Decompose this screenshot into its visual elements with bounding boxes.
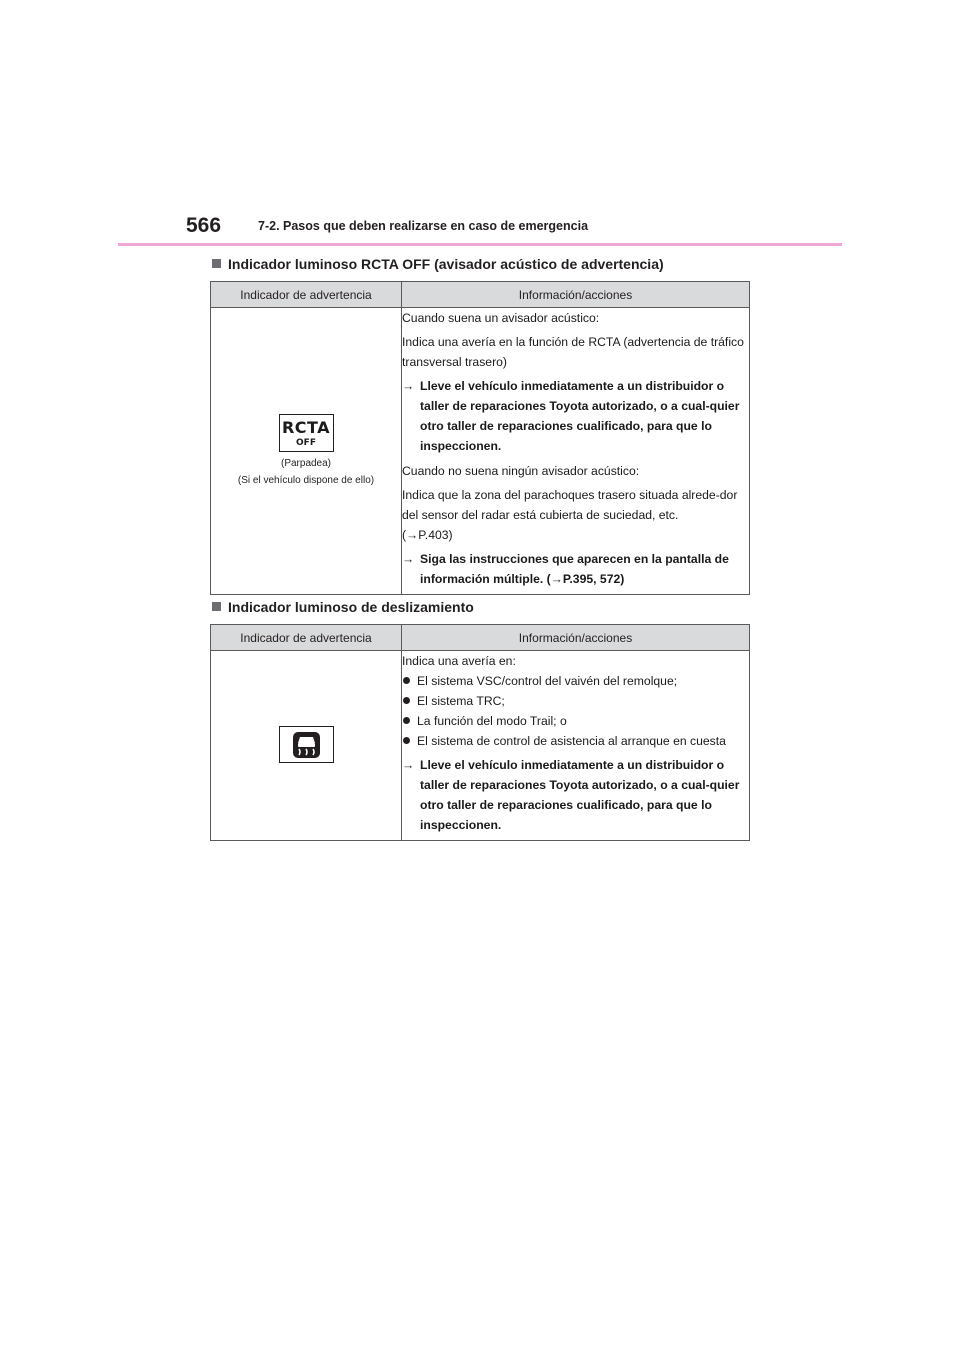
rcta-off-icon: RCTA OFF [279, 414, 334, 452]
list-item: El sistema VSC/control del vaivén del remolque; [402, 671, 749, 691]
indicator-caption-if-equipped: (Si el vehículo dispone de ello) [237, 474, 375, 486]
action-item: → Siga las instrucciones que aparecen en la pantalla de información múltiple. (→P.395, 572) [402, 549, 749, 589]
bullet-icon [403, 717, 410, 724]
heading-square-icon [212, 259, 221, 268]
action-item: → Lleve el vehículo inmediatamente a un distribuidor o taller de reparaciones Toyota autorizado, o a cual-quier otro taller de reparaciones cualificado, para que lo inspeccionen. [402, 755, 749, 835]
slip-indicator-icon [279, 726, 334, 763]
chapter-title: 7-2. Pasos que deben realizarse en caso de emergencia [258, 219, 589, 233]
info-text: Cuando no suena ningún avisador acústico: [402, 464, 640, 478]
arrow-icon: → [402, 379, 415, 393]
info-text: Indica una avería en: [402, 654, 516, 668]
page-reference: (→P.403) [402, 528, 453, 542]
info-cell [402, 651, 750, 841]
info-text: Cuando suena un avisador acústico: [402, 311, 600, 325]
heading-square-icon [212, 602, 221, 611]
info-text: Indica que la zona del parachoques trasero situada alrede-dor del sensor del radar está cubierta de suciedad, etc. [402, 488, 738, 522]
arrow-icon: → [402, 758, 415, 772]
column-header-indicator: Indicador de advertencia [211, 282, 402, 308]
action-item: → Lleve el vehículo inmediatamente a un distribuidor o taller de reparaciones Toyota autorizado, o a cual-quier otro taller de reparaciones cualificado, para que lo inspeccionen. [402, 376, 749, 456]
slip-table [210, 624, 750, 841]
section-heading-rcta: Indicador luminoso RCTA OFF (avisador acústico de advertencia) [212, 256, 664, 272]
page-number: 566 [186, 214, 222, 237]
list-item: El sistema TRC; [402, 691, 749, 711]
rcta-table [210, 281, 750, 595]
indicator-caption-blinks: (Parpadea) [280, 457, 332, 469]
column-header-info: Información/acciones [402, 625, 750, 651]
list-item: El sistema de control de asistencia al arranque en cuesta [402, 731, 749, 751]
bullet-icon [403, 737, 410, 744]
section-heading-slip: Indicador luminoso de deslizamiento [212, 599, 474, 615]
list-item: La función del modo Trail; o [402, 711, 749, 731]
header-rule [118, 243, 842, 246]
info-cell [402, 308, 750, 595]
indicator-cell [211, 651, 402, 841]
column-header-info: Información/acciones [402, 282, 750, 308]
info-text: Indica una avería en la función de RCTA (advertencia de tráfico transversal trasero) [402, 335, 744, 369]
column-header-indicator: Indicador de advertencia [211, 625, 402, 651]
arrow-icon: → [402, 552, 415, 566]
bullet-icon [403, 677, 410, 684]
indicator-cell [211, 308, 402, 595]
bullet-icon [403, 697, 410, 704]
